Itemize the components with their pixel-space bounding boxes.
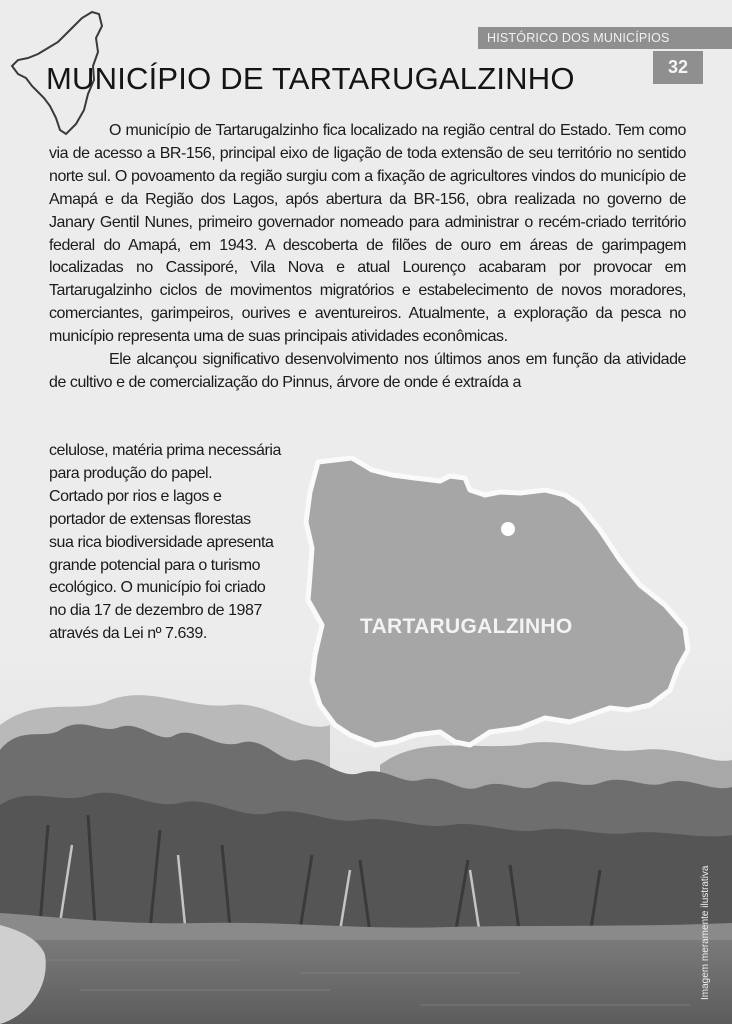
wrapped-line: para produção do papel. <box>49 464 213 482</box>
section-header-text: HISTÓRICO DOS MUNICÍPIOS <box>487 31 670 45</box>
wrapped-line: através da Lei nº 7.639. <box>49 625 207 643</box>
wrapped-line: sua rica biodiversidade apresenta <box>49 533 274 551</box>
wrapped-line: celulose, matéria prima necessária <box>49 442 281 459</box>
wrapped-line: ecológico. O município foi criado <box>49 579 266 597</box>
paragraph-2: Ele alcançou significativo desenvolvimento nos últimos anos em função da atividade de cultivo e de comercialização do Pinnus, árvore de onde é extraída a <box>49 351 686 391</box>
page-title: MUNICÍPIO DE TARTARUGALZINHO <box>46 61 575 96</box>
wrapped-line: no dia 17 de dezembro de 1987 <box>49 602 262 620</box>
paragraph-1: O município de Tartarugalzinho fica localizado na região central do Estado. Tem como via de acesso a BR-156, principal eixo de ligação de toda extensão de seu território no sentido norte sul. O povoamento da região surgiu com a fixação de agricultores vindos do município de Amapá e da Região dos Lagos, após abertura da BR-156, obra realizada no governo de Janary Gentil Nunes, primeiro governador nomeado para administrar o recém-criado território federal do Amapá, em 1943. A descoberta de filões de ouro em áreas de garimpagem localizadas no Cassiporé, Vila Nova e atual Lourenço acabaram por provocar em Tartarugalzinho ciclos de movimentos migratórios e estabelecimento de novos moradores, comerciantes, garimpeiros, ourives e aventureiros. Atualmente, a exploração da pesca no município representa uma de suas principais atividades econômicas. <box>49 122 686 346</box>
wrapped-line: portador de extensas florestas <box>49 510 251 528</box>
page-number: 32 <box>653 51 703 84</box>
wrapped-line: grande potencial para o turismo <box>49 556 261 574</box>
map-label: TARTARUGALZINHO <box>360 615 573 638</box>
wrapped-line: Cortado por rios e lagos e <box>49 487 222 505</box>
photo-caption: Imagem meramente ilustrativa <box>700 865 711 1000</box>
town-marker <box>501 522 515 536</box>
